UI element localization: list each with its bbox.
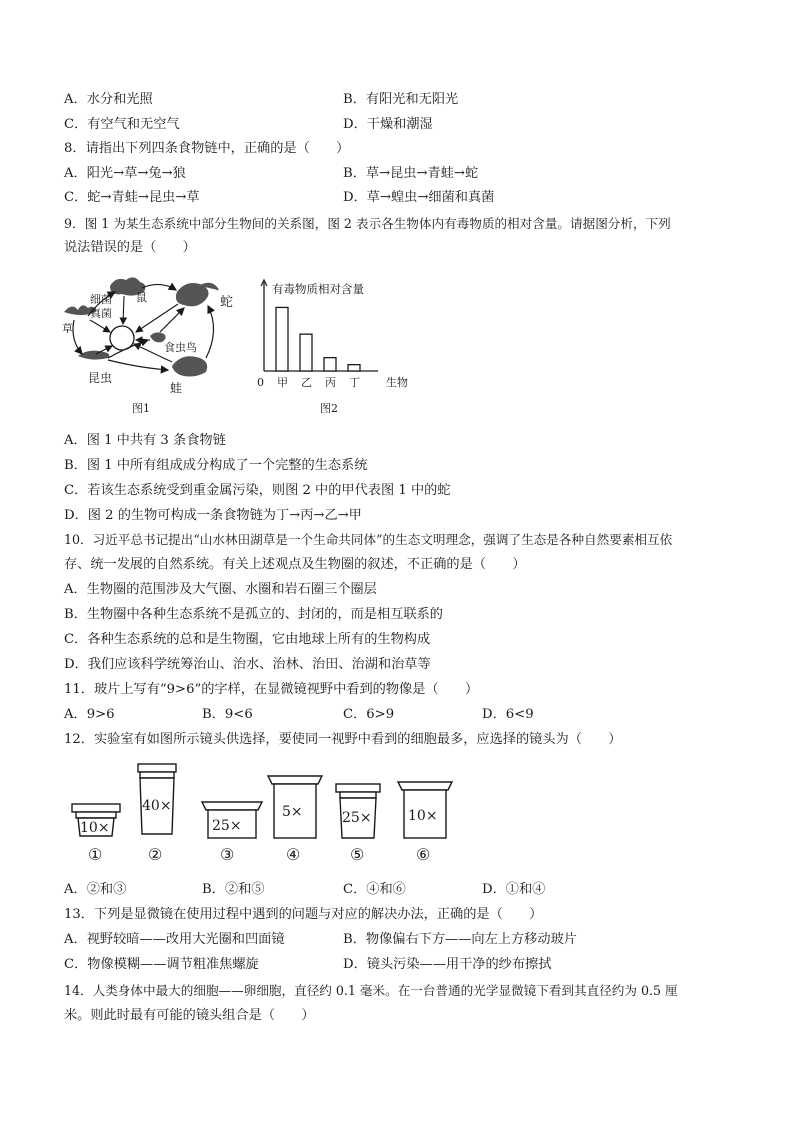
lens-1 [72,804,120,864]
label-mouse: 鼠 [136,291,147,304]
lens-5 [336,784,380,864]
q13-option-b: B．物像偏右下方——向左上方移动玻片 [343,932,577,947]
q10-stem-line1: 10．习近平总书记提出“山水林田湖草是一个生命共同体”的生态文明理念，强调了生态是各种自然要素相互依 [64,532,673,547]
lens-4 [268,776,322,864]
origin-label: 0 [257,376,264,389]
q10-option-c: C．各种生态系统的总和是生物圈，它由地球上所有的生物构成 [64,632,431,647]
lens-figure [60,760,480,870]
q10-option-d: D．我们应该科学统筹治山、治水、治林、治田、治湖和治草等 [64,657,431,672]
q9-stem-line2: 说法错误的是（ ） [64,240,196,255]
label-fungi: 真菌 [90,307,112,320]
q9-option-c: C．若该生态系统受到重金属污染，则图 2 中的甲代表图 1 中的蛇 [64,483,451,498]
q12-option-d: D．①和④ [482,882,546,897]
lens-4-num: ④ [286,845,301,864]
label-bird: 食虫鸟 [164,341,197,354]
q11-stem: 11．玻片上写有“9>6”的字样，在显微镜视野中看到的物像是（ ） [64,682,479,697]
insect-icon [78,351,109,360]
lens-2 [138,764,176,864]
q10-stem-line2: 存、统一发展的自然系统。有关上述观点及生物圈的叙述，不正确的是（ ） [64,557,526,572]
snake-icon [177,284,218,306]
lens-5-num: ⑤ [350,845,365,864]
lens-1-mag: 10× [80,820,110,836]
lens-2-mag: 40× [142,798,172,814]
q12-option-a: A．②和③ [64,882,127,897]
lens-2-num: ② [148,845,163,864]
q11-option-c: C．6>9 [343,707,395,722]
lens-4-mag: 5× [282,804,303,820]
lens-5-mag: 25× [342,810,372,826]
q8-stem: 8．请指出下列四条食物链中，正确的是（ ） [64,141,350,156]
q13-option-c: C．物像模糊——调节粗准焦螺旋 [64,957,259,972]
lens-3 [202,802,262,864]
q9-option-b: B．图 1 中所有组成成分构成了一个完整的生态系统 [64,458,368,473]
figure-1-food-web [60,270,240,416]
label-insect: 昆虫 [88,371,113,385]
figure-1-caption: 图1 [132,402,150,415]
label-bacteria: 细菌 [90,293,112,306]
lens-6-mag: 10× [408,808,438,824]
q9-option-a: A．图 1 中共有 3 条食物链 [64,433,226,448]
q14-stem-line2: 米。则此时最有可能的镜头组合是（ ） [64,1008,315,1023]
bar-label-2: 乙 [301,376,312,389]
q7-option-d: D．干燥和潮湿 [343,117,433,132]
q8-option-d: D．草→蝗虫→细菌和真菌 [343,190,495,205]
q10-option-a: A．生物圈的范围涉及大气圈、水圈和岩石圈三个圈层 [64,582,377,597]
lens-1-num: ① [88,845,103,864]
q9-stem-line1: 9．图 1 为某生态系统中部分生物间的关系图，图 2 表示各生物体内有毒物质的相对含量。请据图分析，下列 [64,216,671,231]
q7-option-a: A．水分和光照 [64,92,153,107]
q12-stem: 12．实验室有如图所示镜头供选择，要使同一视野中看到的细胞最多，应选择的镜头为（ ） [64,732,622,747]
bar-1 [276,307,288,371]
q13-option-a: A．视野较暗——改用大光圈和凹面镜 [64,932,285,947]
q7-option-c: C．有空气和无空气 [64,117,180,132]
q9-option-d: D．图 2 的生物可构成一条食物链为丁→丙→乙→甲 [64,508,362,523]
q8-option-a: A．阳光→草→兔→狼 [64,166,186,181]
figure-2-bar-chart [252,276,422,416]
q7-option-b: B．有阳光和无阳光 [343,92,459,107]
q11-option-d: D．6<9 [482,707,534,722]
q14-stem-line1: 14．人类身体中最大的细胞——卵细胞，直径约 0.1 毫米。在一台普通的光学显微镜下看到其直径约为 0.5 厘 [64,983,678,998]
q12-option-c: C．④和⑥ [343,882,406,897]
bar-label-1: 甲 [277,376,288,389]
label-grass: 草 [62,322,73,335]
label-snake: 蛇 [220,295,234,310]
frog-icon [172,356,207,376]
q12-option-b: B．②和⑤ [202,882,265,897]
y-axis-label: 有毒物质相对含量 [272,282,364,296]
bar-3 [324,358,336,371]
bar-4 [348,365,360,371]
bar-label-4: 丁 [349,376,360,389]
x-axis-label: 生物 [386,376,408,389]
bar-2 [300,334,312,371]
q11-option-b: B．9<6 [202,707,253,722]
bar-label-3: 丙 [325,376,336,389]
q13-stem: 13．下列是显微镜在使用过程中遇到的问题与对应的解决办法，正确的是（ ） [64,907,543,922]
q13-option-d: D．镜头污染——用干净的纱布擦拭 [343,957,552,972]
q11-option-a: A．9>6 [64,707,115,722]
lens-3-num: ③ [220,845,235,864]
q10-option-b: B．生物圈中各种生态系统不是孤立的、封闭的，而是相互联系的 [64,607,443,622]
label-frog: 蛙 [170,381,183,395]
q8-option-c: C．蛇→青蛙→昆虫→草 [64,190,200,205]
lens-6-num: ⑥ [416,845,431,864]
q8-option-b: B．草→昆虫→青蛙→蛇 [343,166,479,181]
figure-2-caption: 图2 [320,402,338,415]
lens-3-mag: 25× [212,818,242,834]
lens-6 [398,782,452,864]
